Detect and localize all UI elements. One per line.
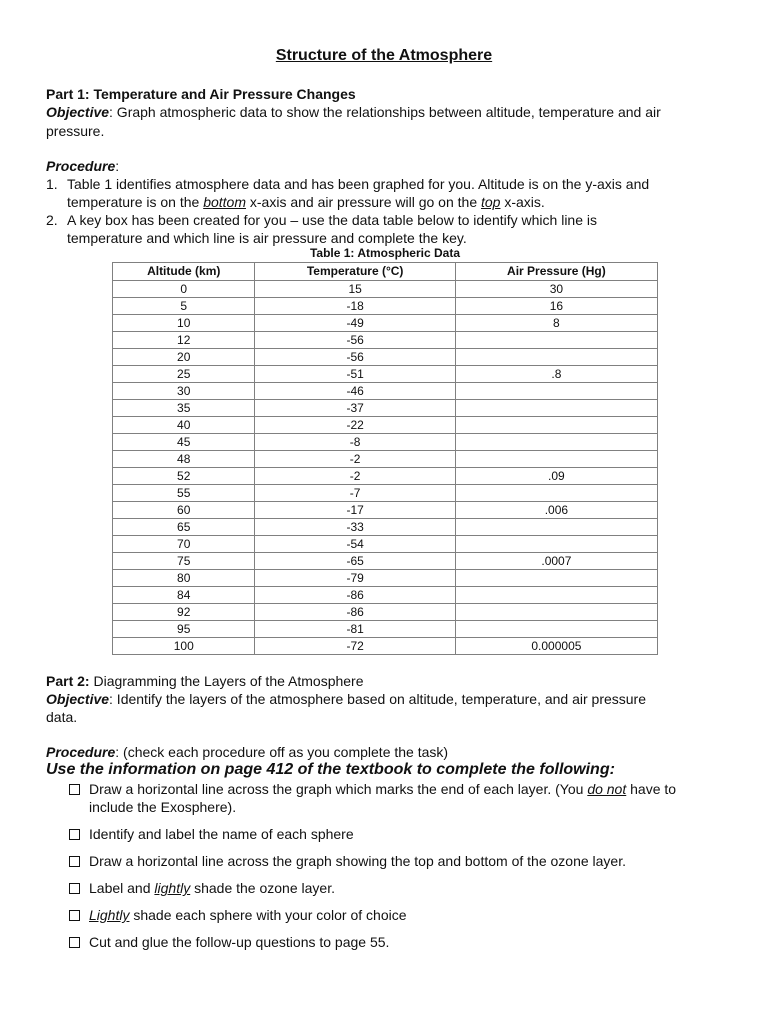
step-text-part: x-axis and air pressure will go on the <box>246 194 481 210</box>
table-body <box>113 281 658 655</box>
cell-altitude: 48 <box>113 451 255 468</box>
cell-air-pressure: .0007 <box>455 553 657 570</box>
part1-objective-line2: pressure. <box>46 123 105 139</box>
cell-air-pressure <box>455 621 657 638</box>
cell-air-pressure <box>455 417 657 434</box>
part1-objective <box>46 103 661 121</box>
cell-air-pressure <box>455 604 657 621</box>
cell-altitude: 30 <box>113 383 255 400</box>
table-row <box>113 604 658 621</box>
table-row <box>113 281 658 298</box>
procedure-label: Procedure <box>46 158 116 174</box>
cell-temperature: -37 <box>255 400 455 417</box>
table-row <box>113 485 658 502</box>
cell-air-pressure <box>455 383 657 400</box>
cell-air-pressure: 8 <box>455 315 657 332</box>
checklist-text: Draw a horizontal line across the graph showing the top and bottom of the ozone layer. <box>89 853 626 869</box>
cell-temperature: -86 <box>255 587 455 604</box>
cell-air-pressure: 30 <box>455 281 657 298</box>
cell-air-pressure <box>455 349 657 366</box>
part2-objective-line2: data. <box>46 709 78 725</box>
table-row <box>113 502 658 519</box>
cell-air-pressure <box>455 570 657 587</box>
part2-procedure <box>46 743 448 761</box>
cell-temperature: 15 <box>255 281 455 298</box>
cell-temperature: -46 <box>255 383 455 400</box>
cell-temperature: -54 <box>255 536 455 553</box>
table-row <box>113 400 658 417</box>
cell-altitude: 60 <box>113 502 255 519</box>
checklist-text: Cut and glue the follow-up questions to page 55. <box>89 934 390 950</box>
atmospheric-data-table <box>112 262 658 655</box>
cell-altitude: 35 <box>113 400 255 417</box>
cell-air-pressure: .09 <box>455 468 657 485</box>
cell-air-pressure: 0.000005 <box>455 638 657 655</box>
objective-text: : Graph atmospheric data to show the relationships between altitude, temperature and air <box>109 104 661 120</box>
cell-altitude: 52 <box>113 468 255 485</box>
cell-temperature: -18 <box>255 298 455 315</box>
cell-altitude: 55 <box>113 485 255 502</box>
step-text <box>67 211 727 247</box>
table-row <box>113 468 658 485</box>
checkbox[interactable] <box>69 883 80 894</box>
checklist-text <box>89 906 729 924</box>
step-text-line1: Table 1 identifies atmosphere data and has been graphed for you. Altitude is on the y-axis and <box>67 176 650 192</box>
cell-altitude: 25 <box>113 366 255 383</box>
text-part: shade each sphere with your color of choice <box>129 907 407 923</box>
cell-altitude: 40 <box>113 417 255 434</box>
text-part: include the Exosphere). <box>89 799 237 815</box>
text-part: shade the ozone layer. <box>190 880 335 896</box>
cell-temperature: -33 <box>255 519 455 536</box>
part2-heading-text: Diagramming the Layers of the Atmosphere <box>89 673 364 689</box>
procedure-text: : (check each procedure off as you complete the task) <box>115 744 449 760</box>
cell-temperature: -8 <box>255 434 455 451</box>
cell-air-pressure <box>455 332 657 349</box>
table-row <box>113 417 658 434</box>
cell-temperature: -17 <box>255 502 455 519</box>
checklist-text: Identify and label the name of each sphere <box>89 826 354 842</box>
cell-temperature: -81 <box>255 621 455 638</box>
checklist-text <box>89 780 729 816</box>
part2-heading <box>46 672 364 690</box>
cell-air-pressure <box>455 400 657 417</box>
cell-temperature: -65 <box>255 553 455 570</box>
emphasis-lightly: lightly <box>154 880 191 896</box>
table-caption: Table 1: Atmospheric Data <box>309 246 461 260</box>
table-row <box>113 570 658 587</box>
step-text-line2: temperature and which line is air pressure and complete the key. <box>67 230 467 246</box>
text-part: Label and <box>89 880 155 896</box>
step-text <box>67 175 727 211</box>
part1-heading: Part 1: Temperature and Air Pressure Changes <box>46 86 356 102</box>
table-row <box>113 553 658 570</box>
textbook-instruction: Use the information on page 412 of the textbook to complete the following: <box>46 761 615 778</box>
cell-altitude: 45 <box>113 434 255 451</box>
cell-air-pressure <box>455 536 657 553</box>
cell-altitude: 84 <box>113 587 255 604</box>
table-row <box>113 536 658 553</box>
part2-objective <box>46 690 646 708</box>
cell-altitude: 75 <box>113 553 255 570</box>
table-row <box>113 621 658 638</box>
header-temperature: Temperature (°C) <box>255 263 455 281</box>
emphasis-bottom: bottom <box>203 194 246 210</box>
procedure-step-2 <box>46 211 726 247</box>
cell-temperature: -72 <box>255 638 455 655</box>
header-air-pressure: Air Pressure (Hg) <box>455 263 657 281</box>
objective-text: : Identify the layers of the atmosphere based on altitude, temperature, and air pressure <box>109 691 647 707</box>
table-row <box>113 434 658 451</box>
objective-label: Objective <box>46 691 110 707</box>
cell-air-pressure <box>455 451 657 468</box>
cell-air-pressure: 16 <box>455 298 657 315</box>
table-row <box>113 638 658 655</box>
objective-label: Objective <box>46 104 110 120</box>
procedure-step-1 <box>46 175 726 211</box>
cell-temperature: -7 <box>255 485 455 502</box>
cell-air-pressure: .8 <box>455 366 657 383</box>
step-number: 1. <box>46 176 58 192</box>
cell-altitude: 10 <box>113 315 255 332</box>
checklist-text <box>89 879 729 897</box>
table-row <box>113 519 658 536</box>
table-row <box>113 315 658 332</box>
checkbox[interactable] <box>69 784 80 795</box>
cell-air-pressure <box>455 434 657 451</box>
cell-temperature: -22 <box>255 417 455 434</box>
checkbox[interactable] <box>69 910 80 921</box>
step-text-part: temperature is on the <box>67 194 204 210</box>
cell-altitude: 0 <box>113 281 255 298</box>
cell-temperature: -56 <box>255 349 455 366</box>
emphasis-do-not: do not <box>587 781 627 797</box>
table-row <box>113 451 658 468</box>
cell-temperature: -51 <box>255 366 455 383</box>
checkbox[interactable] <box>69 829 80 840</box>
step-text-part: x-axis. <box>500 194 545 210</box>
cell-temperature: -79 <box>255 570 455 587</box>
cell-altitude: 95 <box>113 621 255 638</box>
checklist-item-1[interactable] <box>69 780 729 816</box>
page-title: Structure of the Atmosphere <box>275 47 493 64</box>
procedure-label: Procedure <box>46 744 116 760</box>
cell-temperature: -2 <box>255 468 455 485</box>
cell-altitude: 20 <box>113 349 255 366</box>
cell-air-pressure <box>455 587 657 604</box>
checkbox[interactable] <box>69 937 80 948</box>
table-row <box>113 332 658 349</box>
procedure-colon: : <box>115 158 120 174</box>
step-number: 2. <box>46 212 58 228</box>
text-part: Draw a horizontal line across the graph which marks the end of each layer. (You <box>89 781 588 797</box>
table-row <box>113 298 658 315</box>
cell-altitude: 12 <box>113 332 255 349</box>
checkbox[interactable] <box>69 856 80 867</box>
header-altitude: Altitude (km) <box>113 263 255 281</box>
cell-altitude: 92 <box>113 604 255 621</box>
cell-altitude: 5 <box>113 298 255 315</box>
part1-procedure-label <box>46 157 119 175</box>
part2-heading-label: Part 2: <box>46 673 90 689</box>
cell-temperature: -2 <box>255 451 455 468</box>
cell-air-pressure <box>455 519 657 536</box>
table-row <box>113 587 658 604</box>
cell-air-pressure: .006 <box>455 502 657 519</box>
table-row <box>113 349 658 366</box>
cell-temperature: -56 <box>255 332 455 349</box>
table-row <box>113 366 658 383</box>
cell-temperature: -86 <box>255 604 455 621</box>
cell-temperature: -49 <box>255 315 455 332</box>
cell-altitude: 80 <box>113 570 255 587</box>
cell-altitude: 70 <box>113 536 255 553</box>
cell-altitude: 100 <box>113 638 255 655</box>
emphasis-top: top <box>481 194 501 210</box>
emphasis-lightly: Lightly <box>89 907 130 923</box>
table-header-row <box>113 263 658 281</box>
text-part: have to <box>626 781 677 797</box>
cell-altitude: 65 <box>113 519 255 536</box>
step-text-line1: A key box has been created for you – use the data table below to identify which line is <box>67 212 597 228</box>
cell-air-pressure <box>455 485 657 502</box>
table-row <box>113 383 658 400</box>
